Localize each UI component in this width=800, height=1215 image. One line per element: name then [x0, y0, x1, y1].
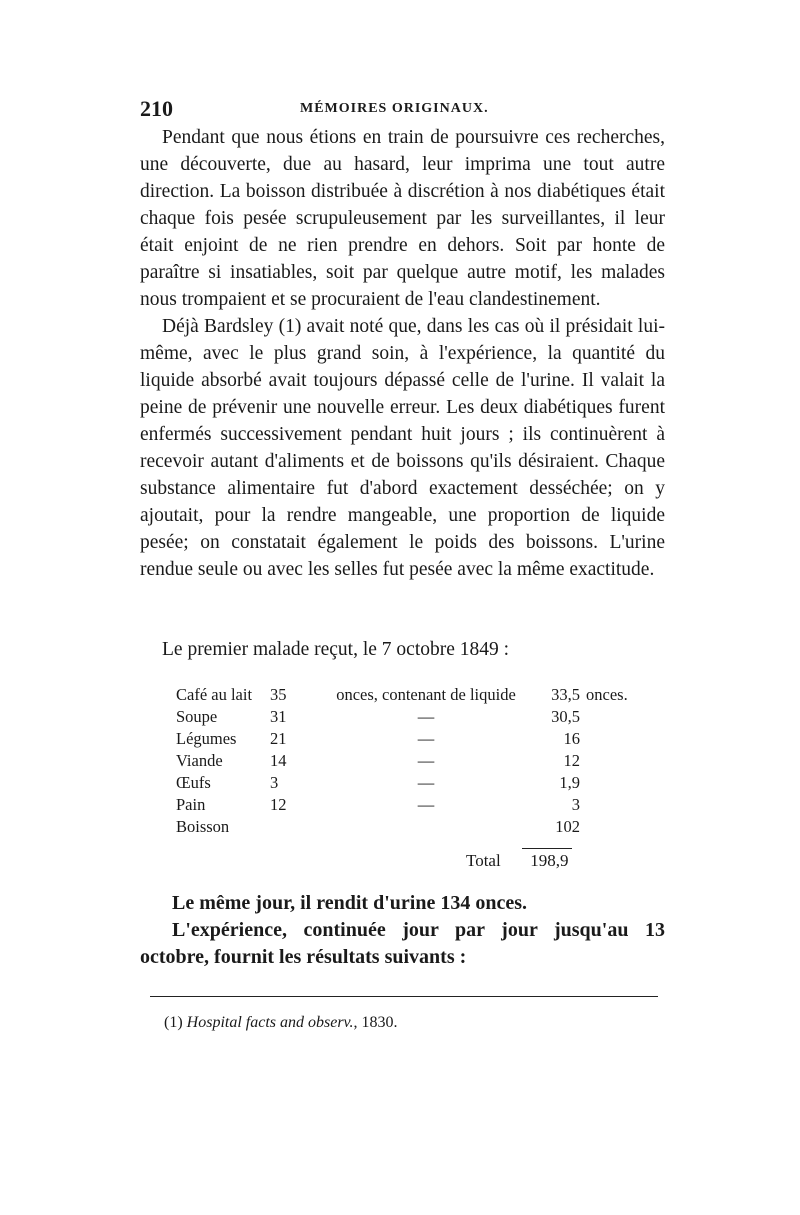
- liquid-unit: [580, 772, 656, 794]
- food-description: —: [417, 795, 435, 814]
- food-item: Pain: [176, 795, 206, 814]
- body-text: [140, 124, 665, 583]
- food-quantity: 14: [270, 751, 287, 770]
- total-label: Total: [466, 851, 501, 870]
- paragraph-3: Le même jour, il rendit d'urine 134 onces.: [172, 892, 527, 914]
- footnote-divider: [150, 996, 658, 997]
- liquid-amount: 1,9: [559, 773, 580, 792]
- liquid-amount: 33,5: [551, 685, 580, 704]
- food-item: Soupe: [176, 707, 218, 726]
- paragraph-2: Déjà Bardsley (1) avait noté que, dans les cas où il présidait lui-même, avec le plus grand soin, à l'expérience, la quantité du liquide absorbé avait toujours dépassé celle de l'urine. Il valait la peine de prévenir une nouvelle erreur. Les deux diabétiques furent enfermés successivement pendant huit jours ; ils continuèrent à recevoir autant d'aliments et de boissons qu'ils désiraient. Chaque substance alimentaire fut d'abord exactement desséchée; on y ajoutait, pour la rendre mangeable, une proportion de liquide pesée; on constatait également le poids des boissons. L'urine rendue seule ou avec les selles fut pesée avec la même exactitude.: [140, 316, 665, 580]
- table-row: [176, 706, 656, 728]
- food-description: —: [417, 773, 435, 792]
- running-title: MÉMOIRES ORIGINAUX.: [300, 101, 489, 116]
- table-row: [176, 750, 656, 772]
- total-row: [466, 851, 569, 871]
- food-item: Viande: [176, 751, 223, 770]
- running-head: [140, 96, 665, 126]
- paragraph-1: Pendant que nous étions en train de poursuivre ces recherches, une découverte, due au hasard, leur imprima une tout autre direction. La boisson distribuée à discrétion à nos diabétiques était chaque fois pesée scrupuleusement par les surveillantes, il leur était enjoint de ne rien prendre en dehors. Soit par honte de paraître si insatiables, soit par quelque autre motif, les malades nous trompaient et se procuraient de l'eau clandestinement.: [140, 127, 665, 310]
- food-quantity: 35: [270, 685, 287, 704]
- liquid-amount: 30,5: [551, 707, 580, 726]
- liquid-amount: 12: [563, 751, 580, 770]
- food-item: Boisson: [176, 817, 230, 836]
- footnote: [164, 1014, 397, 1032]
- table-row: [176, 772, 656, 794]
- total-value: 198,9: [530, 851, 569, 870]
- food-quantity: [270, 816, 310, 838]
- food-quantity: 12: [270, 795, 287, 814]
- table-row: [176, 794, 656, 816]
- page-number: 210: [140, 96, 173, 121]
- food-quantity: 31: [270, 707, 287, 726]
- liquid-unit: [580, 816, 656, 838]
- food-table: [176, 684, 656, 838]
- food-quantity: 21: [270, 729, 287, 748]
- liquid-unit: [580, 728, 656, 750]
- food-description: —: [417, 729, 435, 748]
- total-rule: [522, 848, 572, 849]
- footnote-marker: (1): [164, 1014, 183, 1031]
- food-item: Œufs: [176, 773, 211, 792]
- table-row: [176, 684, 656, 706]
- food-description: [310, 816, 542, 838]
- liquid-unit: [580, 706, 656, 728]
- liquid-unit: [580, 750, 656, 772]
- liquid-unit: [580, 794, 656, 816]
- liquid-unit: onces.: [586, 685, 628, 704]
- after-table-text: [140, 890, 665, 971]
- footnote-year: , 1830.: [353, 1014, 398, 1031]
- table-row: [176, 728, 656, 750]
- food-item: Café au lait: [176, 685, 253, 704]
- food-item: Légumes: [176, 729, 237, 748]
- table-row: [176, 816, 656, 838]
- liquid-amount: 3: [571, 795, 580, 814]
- footnote-source: Hospital facts and observ.: [186, 1014, 354, 1031]
- food-quantity: 3: [270, 773, 279, 792]
- table-intro: Le premier malade reçut, le 7 octobre 1849 :: [162, 639, 510, 660]
- food-description: onces, contenant de liquide: [336, 685, 516, 704]
- liquid-amount: 16: [563, 729, 580, 748]
- food-description: —: [417, 751, 435, 770]
- food-description: —: [417, 707, 435, 726]
- paragraph-4: L'expérience, continuée jour par jour jusqu'au 13 octobre, fournit les résultats suivants :: [140, 919, 665, 968]
- liquid-amount: 102: [555, 817, 580, 836]
